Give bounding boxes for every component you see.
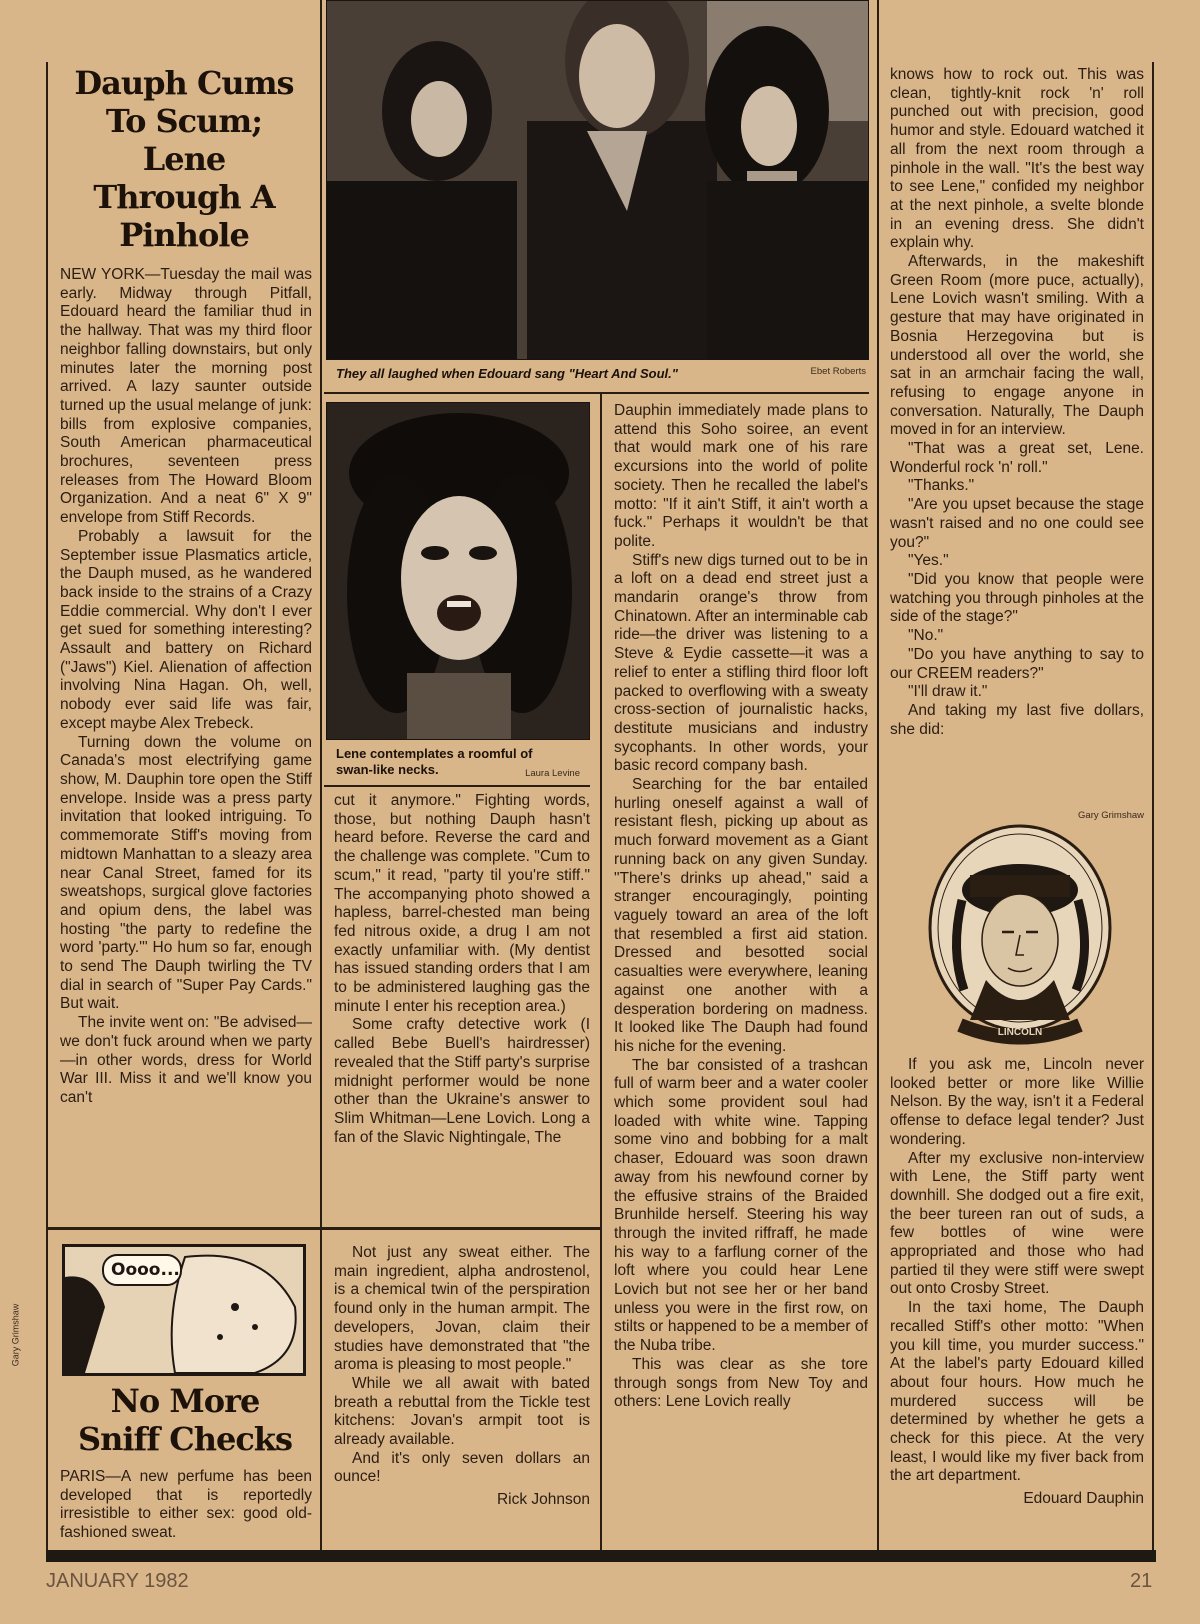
lincoln-drawing [920,820,1120,1050]
sidebar-paragraph: And it's only seven dollars an ounce! [334,1449,590,1486]
sidebar-paragraph: Not just any sweat either. The main ingredient, alpha androstenol, is a chemical twin of the perspiration found only in the human armpit. The developers, Jovan, claim their studies have demonstrated that "the aroma is pleasing to most people." [334,1244,590,1374]
main-headline [50,64,318,254]
article-paragraph: Stiff's new digs turned out to be in a loft on a dead end street just a mandarin orange's throw from Chinatown. After an interminable cab ride—the driver was listening to a Steve & Eydie cassette—it was a relief to enter a stifling third floor loft packed to overflowing with a sweaty cross-section of journalistic hacks, destitute musicians and industry sycophants. In other words, your basic record company bash. [614,551,868,775]
sidebar-byline: Rick Johnson [496,1491,590,1509]
article-paragraph: Probably a lawsuit for the September issue Plasmatics article, the Dauph mused, as he wandered back inside to the strains of a Crazy Eddie commercial. Why don't I ever get sued for something interesting? Assault and battery on Richard ("Jaws") Kiel. Alienation of affection involving Nina Hagan. Oh, well, nobody ever said life was fair, except maybe Alex Trebeck. [60,527,312,732]
article-paragraph: knows how to rock out. This was clean, tightly-knit rock 'n' roll punched out with precision, good humor and style. Edouard watched it all from the next room through a pinhole in the wall. "It's the best way to see Lene," confided my neighbor at the next pinhole, a svelte blonde in an evening dress. She didn't explain why. [890,66,1144,252]
photo-caption: They all laughed when Edouard sang "Heart And Soul." [336,366,678,381]
column-rule [877,0,879,1550]
article-paragraph: "Yes." [908,552,949,570]
article-paragraph: And taking my last five dollars, she did: [890,701,1144,738]
sidebar-paragraph: PARIS—A new perfume has been developed that is reportedly irresistible to either sex: good old-fashioned sweat. [60,1468,312,1542]
cartoon-credit: Gary Grimshaw [10,1303,21,1367]
photo-caption: Lene contemplates a roomful of swan-like necks. [336,746,533,777]
article-paragraph: If you ask me, Lincoln never looked better or more like Willie Nelson. By the way, isn't it a Federal offense to deface legal tender? Just wondering. [890,1056,1144,1148]
sidebar-cartoon [62,1244,306,1376]
group-photo [326,0,869,360]
sidebar-column-b [334,1244,590,1546]
column-rule [46,1227,48,1550]
article-paragraph: Some crafty detective work (I called Bebe Buell's hairdresser) revealed that the Stiff party's surprise midnight performer would be none other than the Ukraine's answer to Slim Whitman—Lene Lovich. Long a fan of the Slavic Nightingale, The [334,1016,590,1146]
article-paragraph: Searching for the bar entailed hurling oneself against a wall of resistant flesh, picking up about as much forward movement as a Giant running back on any given Sunday. "There's drinks up ahead," said a stranger encouragingly, pointing vaguely toward an area of the loft that resembled a first aid station. Dressed and besotted social casualties were everywhere, leaning against one another with a desperation bordering on madness. It looked like The Dauph had found his niche for the evening. [614,776,868,1055]
column-rule [320,0,322,1550]
article-paragraph: Turning down the volume on Canada's most electrifying game show, M. Dauphin tore open the Stiff envelope. Inside was a press party invitation that looked intriguing. To commemorate Stiff's moving from midtown Manhattan to a sleazy area near Canal Street, famed for its sweatshops, surgical glove factories and opium dens, the label was hosting "the party to redefine the word 'party.'" Ho hum so far, enough to send The Dauph twirling the TV dial in search of "Super Pay Cards." But wait. [60,733,312,1013]
article-column-4 [890,66,1144,806]
column-rule [1152,62,1154,1550]
article-paragraph: "Did you know that people were watching you through pinholes at the side of the stage?" [890,570,1144,626]
article-paragraph: This was clear as she tore through songs from New Toy and others: Lene Lovich really [614,1355,868,1411]
column-rule [600,392,602,1550]
caption-rule [324,392,869,394]
article-paragraph: Dauphin immediately made plans to attend this Soho soiree, an event that would mark one of his rare excursions into the world of polite society. Then he recalled the label's motto: "If it ain't Stiff, it ain't worth a fuck." Perhaps it wouldn't be that polite. [614,402,868,550]
page-number: 21 [1130,1570,1153,1592]
photo-credit: Laura Levine [525,768,580,779]
caption-rule [324,785,590,787]
headline-line: Lene [142,140,226,178]
headline-line: Pinhole [119,216,249,254]
article-paragraph: NEW YORK—Tuesday the mail was early. Midway through Pitfall, Edouard heard the familiar thud in the hallway. That was my third floor neighbor falling downstairs, but only minutes later the morning post arrived. A lazy saunter outside turned up the usual melange of junk: bills from explosive companies, South American pharmaceutical brochures, seventeen press releases from The Howard Bloom Organization. And a neat 6" X 9" envelope from Stiff Records. [60,266,312,527]
article-paragraph: "Do you have anything to say to our CREEM readers?" [890,645,1144,682]
article-paragraph: After my exclusive non-interview with Lene, the Stiff party went downhill. She dodged out a fire exit, the beer tureen ran out of suds, a few bottles of wine were appropriated and those who had partied til they were stiff were swept out onto Crosby Street. [890,1149,1144,1298]
article-column-1 [60,266,312,1222]
article-paragraph: cut it anymore." Fighting words, those, but nothing Dauph hasn't heard before. Reverse the card and the challenge was complete. "Cum to scum," it read, "party til you're stiff." The accompanying photo showed a hapless, barrel-chested man being fed nitrous oxide, a drug I am not exactly unfamiliar with. (My dentist has issued standing orders that I am to be administered laughing gas the minute I enter his reception area.) [334,792,590,1015]
headline-line: Sniff Checks [78,1420,292,1458]
column-rule [46,62,48,1227]
headline-line: Through A [93,178,275,216]
sidebar-paragraph: While we all await with bated breath a rebuttal from the Tickle test kitchens: Jovan's armpit toot is already available. [334,1374,590,1449]
article-paragraph: "Thanks." [908,477,975,495]
article-paragraph: The bar consisted of a trashcan full of warm beer and a water cooler which some provident soul had loaded with white wine. Tapping some vino and bobbing for a malt chaser, Edouard was soon drawn away from his newfound corner by the effusive strains of the Braided Brunhilde herself. Steering his way through the invited riffraff, he made his way to a farflung corner of the loft where you could hear Lene Lovich but not see her or her band unless you were in the first row, on stilts or happened to be a member of the Nuba tribe. [614,1056,868,1355]
group-photo-image [327,1,869,360]
article-paragraph: The invite went on: "Be advised—we don't fuck around when we party—in other words, dress for World War III. Miss it and we'll know you can't [60,1014,312,1106]
article-paragraph: "Are you upset because the stage wasn't raised and no one could see you?" [890,496,1144,551]
article-paragraph: "I'll draw it." [908,683,988,701]
drawing-credit: Gary Grimshaw [1078,810,1144,821]
article-column-2 [334,792,590,1222]
article-paragraph: "That was a great set, Lene. Wonderful rock 'n' roll." [890,440,1144,476]
lene-photo [326,402,590,740]
photo-credit: Ebet Roberts [810,366,866,377]
article-paragraph: In the taxi home, The Dauph recalled Stiff's other motto: "When you kill time, you murder success." At the label's party Edouard killed about four hours. How much he murdered success will be determined by whether he gets a check for this piece. At the very least, I would like my fiver back from the art department. [890,1299,1144,1485]
cartoon-speech-bubble: Oooo... [111,1260,180,1280]
sidebar-column-a [60,1468,312,1548]
lincoln-label: LINCOLN [997,1027,1043,1038]
article-byline: Edouard Dauphin [1023,1490,1144,1508]
article-paragraph: "No." [908,627,944,645]
headline-line: No More [110,1382,260,1420]
headline-line: To Scum; [105,102,263,140]
article-column-3 [614,402,868,1546]
article-column-4b [890,1056,1144,1548]
issue-date: JANUARY 1982 [46,1570,189,1592]
lene-photo-image [327,403,590,740]
cartoon-image [65,1247,303,1373]
article-paragraph: Afterwards, in the makeshift Green Room (more puce, actually), Lene Lovich wasn't smiling. With a gesture that may have originated in Bosnia Herzegovina but is understood all over the world, she sat in an armchair facing the wall, refusing to engage anyone in conversation. Naturally, The Dauph moved in for an interview. [890,253,1144,439]
headline-line: Dauph Cums [74,64,294,102]
sidebar-top-rule [46,1227,602,1230]
sidebar-headline [56,1382,314,1458]
footer-bar [46,1550,1156,1562]
